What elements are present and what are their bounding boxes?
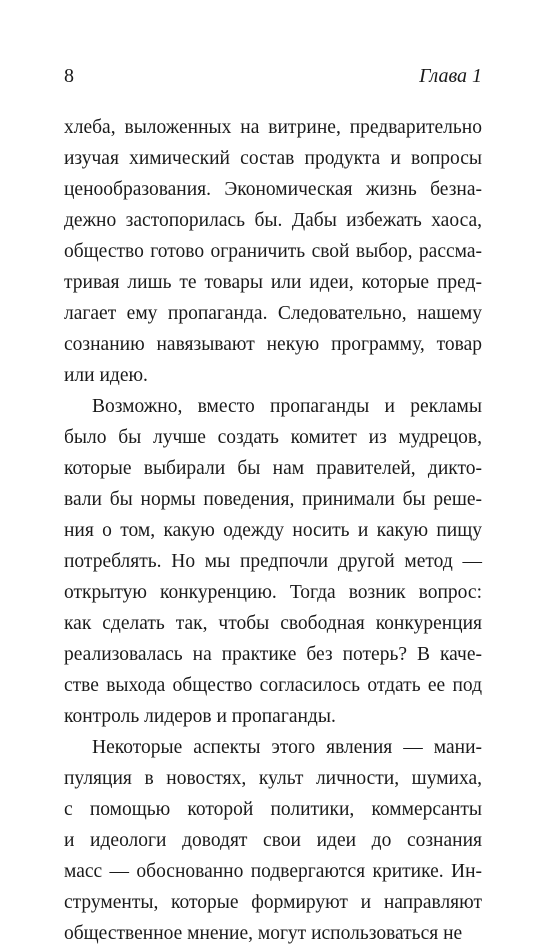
text-line: ценообразования. Экономическая жизнь безна- xyxy=(64,179,482,200)
text-line: дежно застопорилась бы. Дабы избежать хаоса, xyxy=(64,210,482,231)
text-line: и идеологи доводят свои идеи до сознания xyxy=(64,830,482,851)
text-line: струменты, которые формируют и направляют xyxy=(64,892,482,913)
text-line: пуляция в новостях, культ личности, шумиха, xyxy=(64,768,482,789)
text-line: вали бы нормы поведения, принимали бы реше- xyxy=(64,489,482,510)
text-line: ния о том, какую одежду носить и какую пищу xyxy=(64,520,482,541)
text-line: общественное мнение, могут использоваться не xyxy=(64,923,463,944)
text-line: потреблять. Но мы предпочли другой метод — xyxy=(64,551,482,572)
text-line: изучая химический состав продукта и вопросы xyxy=(64,148,482,169)
text-line: или идею. xyxy=(64,365,148,386)
text-line: масс — обоснованно подвергаются критике. Ин- xyxy=(64,861,482,882)
text-line: с помощью которой политики, коммерсанты xyxy=(64,799,482,820)
text-line: Возможно, вместо пропаганды и рекламы xyxy=(92,396,482,417)
text-line: реализовалась на практике без потерь? В каче- xyxy=(64,644,482,665)
paragraph xyxy=(64,391,482,732)
text-line: контроль лидеров и пропаганды. xyxy=(64,706,336,727)
running-head: Глава 1 xyxy=(419,65,482,87)
text-line: которые выбирали бы нам правителей, дикто- xyxy=(64,458,482,479)
text-line: стве выхода общество согласилось отдать ее под xyxy=(64,675,482,696)
paragraph xyxy=(64,112,482,391)
page-number: 8 xyxy=(64,65,74,87)
text-line: как сделать так, чтобы свободная конкуренция xyxy=(64,613,482,634)
text-line: тривая лишь те товары или идеи, которые пред- xyxy=(64,272,482,293)
text-line: Некоторые аспекты этого явления — мани- xyxy=(92,737,482,758)
text-line: лагает ему пропаганда. Следовательно, нашему xyxy=(64,303,482,324)
text-line: хлеба, выложенных на витрине, предварительно xyxy=(64,117,482,138)
text-line: сознанию навязывают некую программу, товар xyxy=(64,334,482,355)
text-line: было бы лучше создать комитет из мудрецов, xyxy=(64,427,482,448)
paragraph xyxy=(64,732,482,949)
body-text xyxy=(64,112,482,949)
text-line: общество готово ограничить свой выбор, рассма- xyxy=(64,241,482,262)
text-line: открытую конкуренцию. Тогда возник вопрос: xyxy=(64,582,482,603)
